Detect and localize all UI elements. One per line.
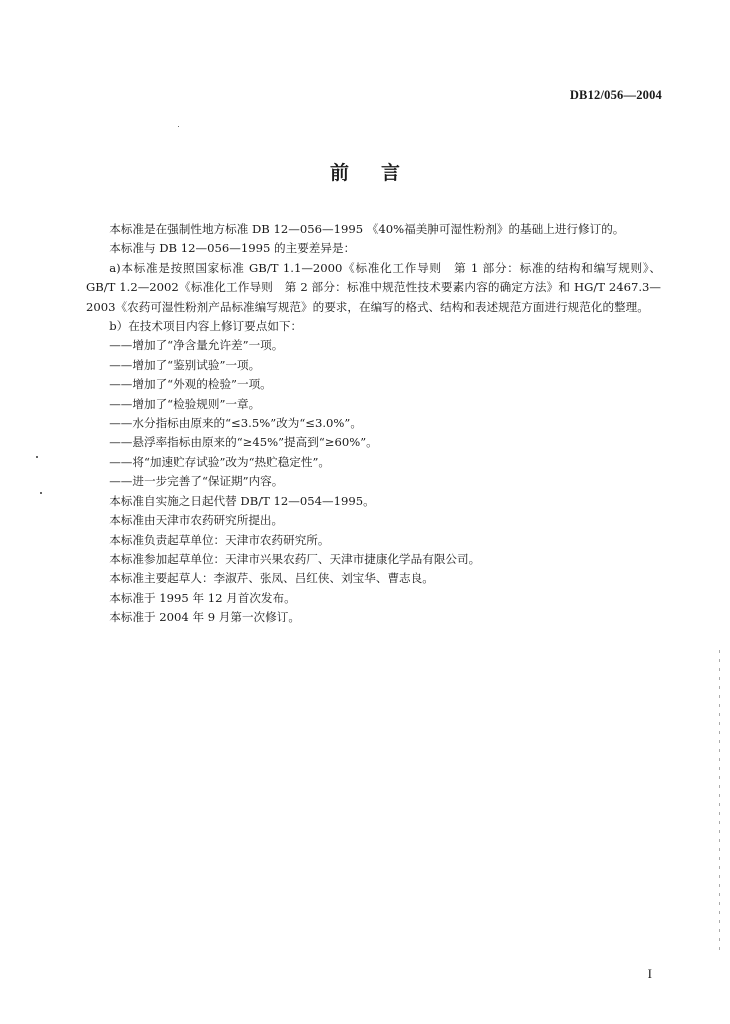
paragraph: b）在技术项目内容上修订要点如下： — [109, 319, 303, 334]
list-item: ——增加了“净含量允许差”一项。 — [109, 338, 284, 353]
scan-edge-line — [719, 650, 720, 950]
scan-speck — [178, 126, 179, 127]
paragraph: 本标准于 2004 年 9 月第一次修订。 — [109, 610, 300, 625]
list-item: ——进一步完善了“保证期”内容。 — [109, 474, 284, 489]
list-item: ——增加了“外观的检验”一项。 — [109, 377, 272, 392]
paragraph: 本标准于 1995 年 12 月首次发布。 — [109, 590, 296, 605]
paragraph: 本标准主要起草人：李淑芹、张凤、吕红侠、刘宝华、曹志良。 — [109, 571, 434, 586]
paragraph: 本标准是在强制性地方标准 DB 12—056—1995 《40%福美胂可湿性粉剂》的基础上进行修订的。 — [109, 222, 625, 236]
paragraph: 本标准自实施之日起代替 DB/T 12—054—1995。 — [109, 493, 375, 508]
scan-speck — [36, 456, 38, 458]
paragraph: 本标准参加起草单位：天津市兴果农药厂、天津市捷康化学品有限公司。 — [109, 551, 481, 566]
paragraph: 本标准负责起草单位：天津市农药研究所。 — [109, 532, 330, 547]
scan-speck — [40, 492, 42, 494]
page-number: I — [647, 966, 652, 981]
paragraph: 本标准由天津市农药研究所提出。 — [109, 513, 284, 528]
paragraph: 本标准与 DB 12—056—1995 的主要差异是： — [109, 241, 356, 256]
list-item: ——水分指标由原来的“≤3.5%”改为“≤3.0%”。 — [109, 416, 362, 431]
foreword-body — [86, 220, 661, 628]
list-item: ——增加了“鉴别试验”一项。 — [109, 357, 261, 372]
list-item: ——将“加速贮存试验”改为“热贮稳定性”。 — [109, 454, 330, 469]
page-title: 前言 — [329, 162, 432, 184]
list-item: ——悬浮率指标由原来的“≥45%”提高到“≥60%”。 — [109, 435, 378, 450]
standard-code: DB12/056—2004 — [569, 88, 662, 102]
list-item: ——增加了“检验规则”一章。 — [109, 396, 261, 411]
paragraph: a)本标准是按照国家标准 GB/T 1.1—2000《标准化工作导则 第 1 部分：标准的结构和编写规则》、GB/T 1.2—2002《标准化工作导则 第 2 部分：标准中规范性技术要素内容的确定方法》和 HG/T 2467.3—2003《农药可湿性粉剂产品标准编写规范》的要求，在编写的格式、结构和表述规范方面进行规范化的整理。 — [86, 260, 661, 314]
